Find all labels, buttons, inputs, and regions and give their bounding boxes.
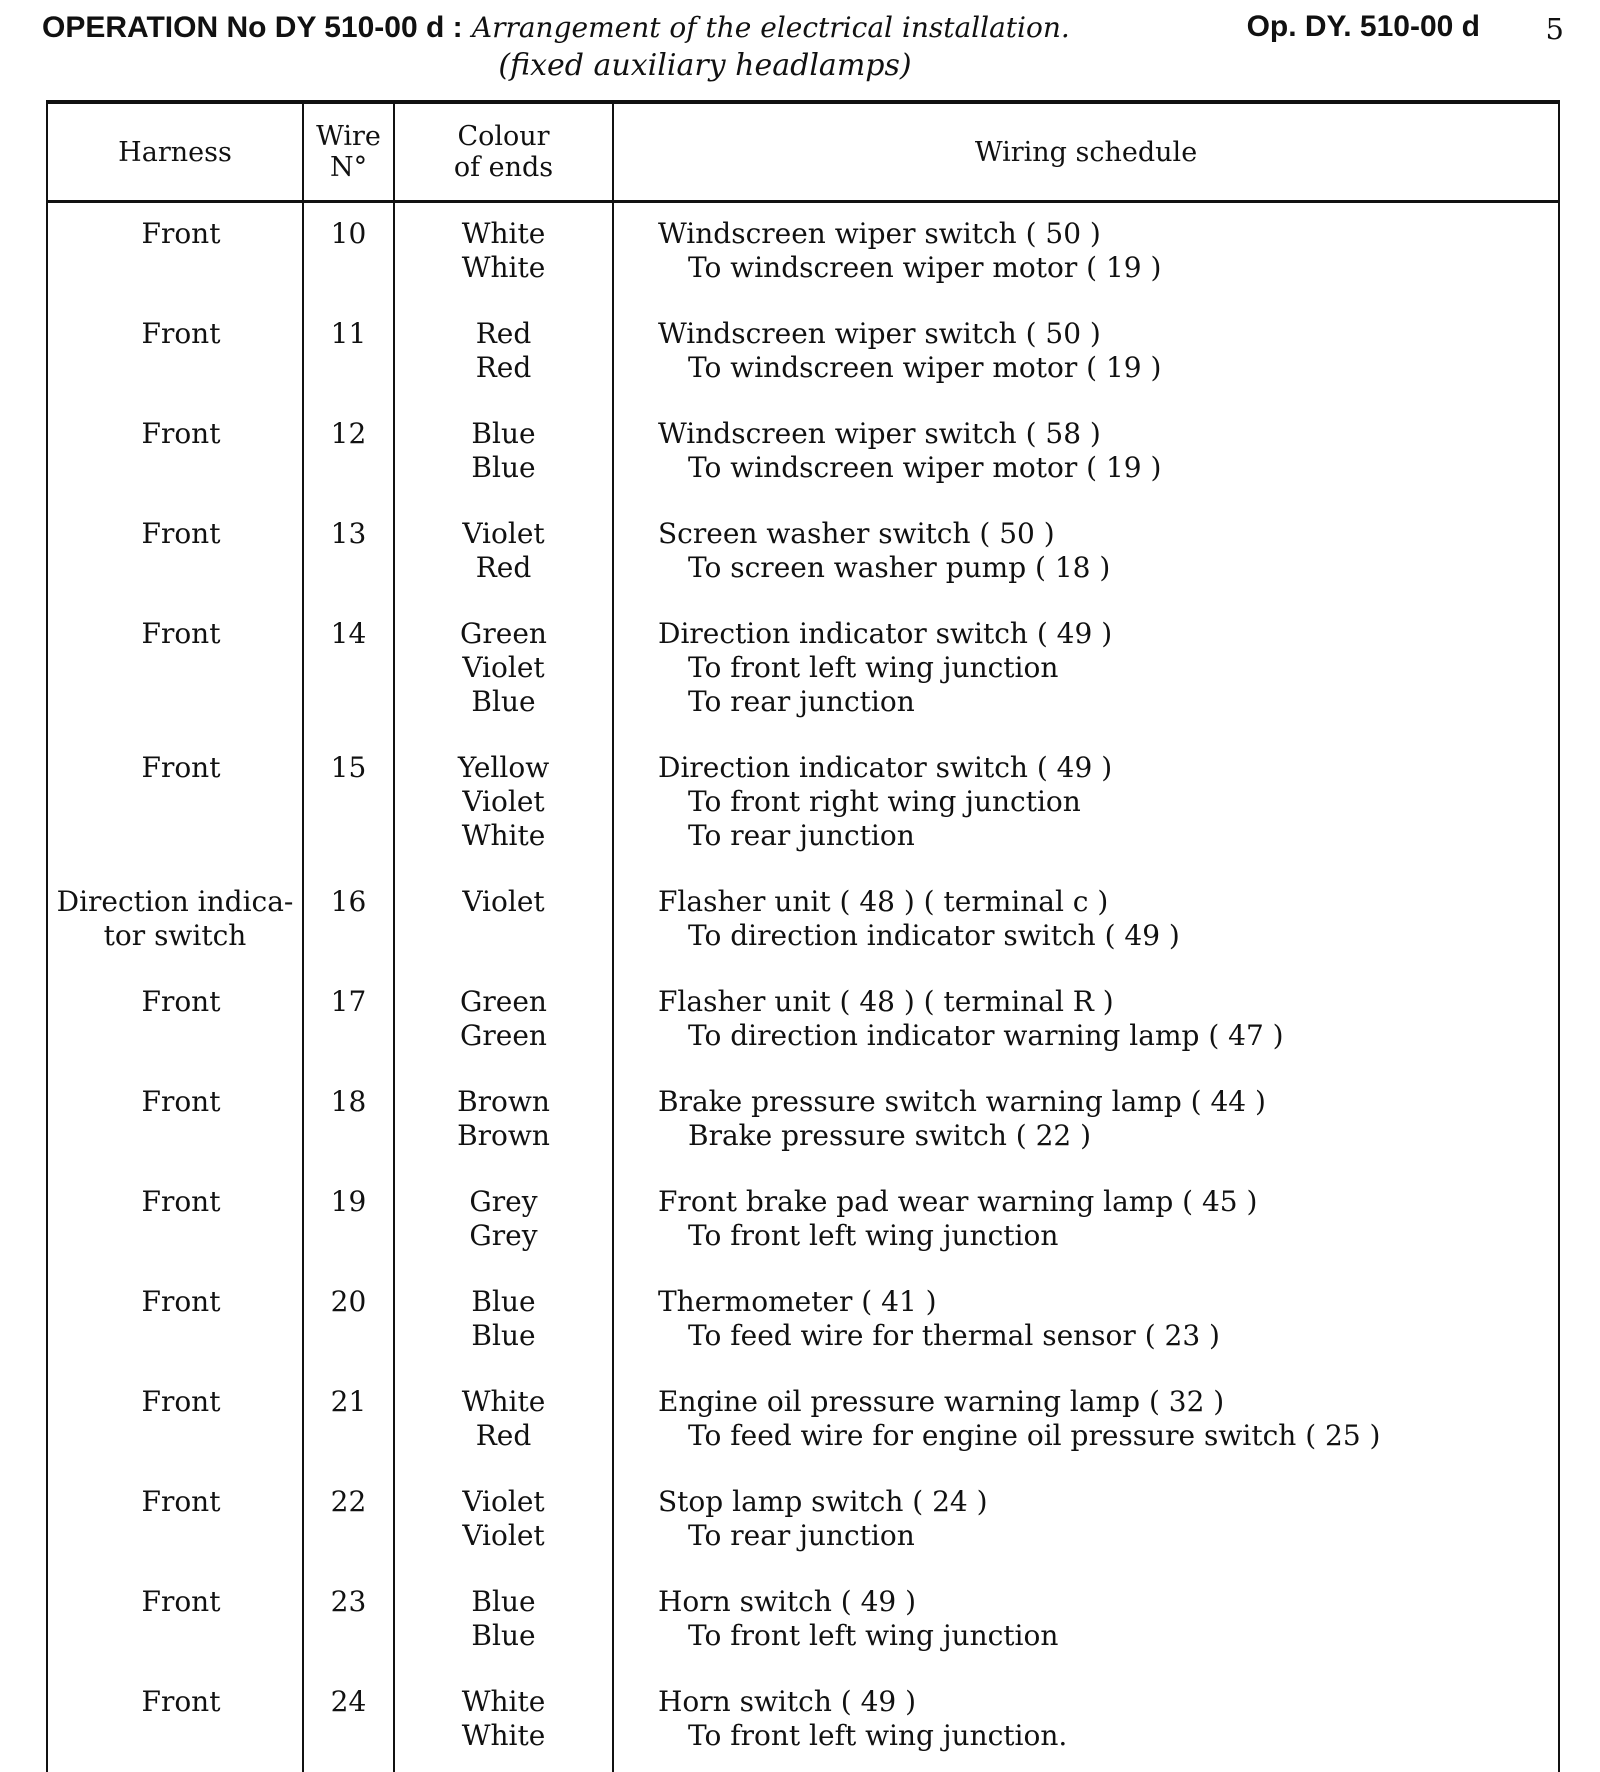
colour-end: Blue xyxy=(471,451,536,484)
wire-number-cell: 12 xyxy=(330,417,367,450)
colour-cell xyxy=(395,1485,612,1553)
wiring-schedule-cell xyxy=(658,1285,1548,1353)
harness-cell xyxy=(48,1185,302,1219)
schedule-destination: To front left wing junction xyxy=(688,1219,1059,1252)
harness-text: Front xyxy=(141,617,221,650)
colour-end: Violet xyxy=(462,785,545,818)
schedule-source: Screen washer switch ( 50 ) xyxy=(658,517,1055,550)
schedule-source: Flasher unit ( 48 ) ( terminal R ) xyxy=(658,985,1114,1018)
harness-text: Front xyxy=(141,517,221,550)
schedule-destination: To rear junction xyxy=(688,819,915,852)
colour-cell xyxy=(395,985,612,1053)
colour-end: Blue xyxy=(471,685,536,718)
wire-number-cell: 22 xyxy=(330,1485,367,1518)
column-divider-right xyxy=(1558,100,1560,1772)
schedule-source: Stop lamp switch ( 24 ) xyxy=(658,1485,988,1518)
harness-cell xyxy=(48,1585,302,1619)
wire-number-cell: 24 xyxy=(330,1685,367,1718)
wire-number-cell: 10 xyxy=(330,217,367,250)
colour-end: Grey xyxy=(469,1219,538,1252)
colour-end: Violet xyxy=(462,651,545,684)
schedule-source: Flasher unit ( 48 ) ( terminal c ) xyxy=(658,885,1109,918)
wire-number-cell: 23 xyxy=(330,1585,367,1618)
wiring-schedule-cell xyxy=(658,517,1548,585)
wiring-schedule-cell xyxy=(658,217,1548,285)
schedule-destination: Brake pressure switch ( 22 ) xyxy=(688,1119,1092,1152)
schedule-destination: To direction indicator warning lamp ( 47 ) xyxy=(688,1019,1284,1052)
harness-cell xyxy=(48,1485,302,1519)
wiring-schedule-cell xyxy=(658,317,1548,385)
schedule-source: Brake pressure switch warning lamp ( 44 ) xyxy=(658,1085,1266,1118)
wire-number-cell: 20 xyxy=(330,1285,367,1318)
colour-end: White xyxy=(461,1719,546,1752)
operation-reference: Op. DY. 510-00 d xyxy=(1246,10,1480,43)
harness-cell xyxy=(48,885,302,953)
colour-cell xyxy=(395,1285,612,1353)
column-header-wire-no: Wire N° xyxy=(316,121,381,183)
colour-end: Green xyxy=(460,985,547,1018)
harness-text: Front xyxy=(141,1485,221,1518)
column-header-wiring-schedule: Wiring schedule xyxy=(974,136,1198,168)
colour-end: Green xyxy=(460,617,547,650)
schedule-source: Horn switch ( 49 ) xyxy=(658,1685,917,1718)
colour-end: Red xyxy=(475,1419,532,1452)
colour-end: Violet xyxy=(462,1519,545,1552)
colour-end: Violet xyxy=(462,885,545,918)
wire-number-cell: 16 xyxy=(330,885,367,918)
schedule-destination: To screen washer pump ( 18 ) xyxy=(688,551,1111,584)
schedule-source: Windscreen wiper switch ( 50 ) xyxy=(658,217,1101,250)
schedule-source: Direction indicator switch ( 49 ) xyxy=(658,751,1113,784)
schedule-destination: To windscreen wiper motor ( 19 ) xyxy=(688,251,1162,284)
wiring-schedule-cell xyxy=(658,885,1548,953)
colour-cell xyxy=(395,417,612,485)
colour-cell xyxy=(395,1185,612,1253)
harness-cell xyxy=(48,1385,302,1419)
colour-end: Blue xyxy=(471,417,536,450)
harness-cell xyxy=(48,317,302,351)
schedule-destination: To feed wire for thermal sensor ( 23 ) xyxy=(688,1319,1220,1352)
colour-cell xyxy=(395,751,612,853)
wiring-schedule-cell xyxy=(658,1385,1548,1453)
harness-text: Front xyxy=(141,1385,221,1418)
colour-end: Blue xyxy=(471,1319,536,1352)
wire-number-cell: 15 xyxy=(330,751,367,784)
colour-end: Violet xyxy=(462,1485,545,1518)
column-header-harness: Harness xyxy=(118,136,232,168)
colour-end: White xyxy=(461,1385,546,1418)
harness-text: Front xyxy=(141,751,221,784)
operation-title-line xyxy=(42,10,1070,45)
schedule-destination: To windscreen wiper motor ( 19 ) xyxy=(688,351,1162,384)
harness-cell xyxy=(48,751,302,785)
wiring-schedule-cell xyxy=(658,985,1548,1053)
wire-number-cell: 11 xyxy=(330,317,367,350)
schedule-source: Windscreen wiper switch ( 58 ) xyxy=(658,417,1101,450)
operation-title: Arrangement of the electrical installation. xyxy=(471,11,1070,44)
wire-number-cell: 18 xyxy=(330,1085,367,1118)
schedule-destination: To rear junction xyxy=(688,1519,915,1552)
schedule-destination: To front right wing junction xyxy=(688,785,1081,818)
colour-cell xyxy=(395,617,612,719)
schedule-source: Horn switch ( 49 ) xyxy=(658,1585,917,1618)
schedule-source: Thermometer ( 41 ) xyxy=(658,1285,937,1318)
wire-number-cell: 21 xyxy=(330,1385,367,1418)
wiring-schedule-cell xyxy=(658,751,1548,853)
column-header-colour: Colour of ends xyxy=(453,121,554,183)
colour-end: Red xyxy=(475,551,532,584)
colour-end: Blue xyxy=(471,1585,536,1618)
wire-number-cell: 17 xyxy=(330,985,367,1018)
harness-cell xyxy=(48,217,302,251)
colour-end: Blue xyxy=(471,1619,536,1652)
wire-number-cell: 14 xyxy=(330,617,367,650)
wiring-schedule-cell xyxy=(658,1585,1548,1653)
colour-cell xyxy=(395,885,612,919)
colour-end: Yellow xyxy=(457,751,550,784)
colour-cell xyxy=(395,517,612,585)
schedule-destination: To front left wing junction. xyxy=(688,1719,1068,1752)
harness-text: Front xyxy=(141,1185,221,1218)
colour-cell xyxy=(395,317,612,385)
colour-end: White xyxy=(461,1685,546,1718)
page-number: 5 xyxy=(1545,12,1564,46)
harness-cell xyxy=(48,417,302,451)
colour-end: Red xyxy=(475,351,532,384)
schedule-destination: To front left wing junction xyxy=(688,651,1059,684)
colour-end: Blue xyxy=(471,1285,536,1318)
wiring-schedule-cell xyxy=(658,1485,1548,1553)
harness-text: tor switch xyxy=(103,919,247,952)
harness-text: Front xyxy=(141,1085,221,1118)
colour-cell xyxy=(395,1685,612,1753)
harness-text: Direction indica- xyxy=(56,885,294,918)
wire-number-cell: 13 xyxy=(330,517,367,550)
harness-cell xyxy=(48,1285,302,1319)
schedule-source: Direction indicator switch ( 49 ) xyxy=(658,617,1113,650)
colour-end: White xyxy=(461,217,546,250)
wiring-schedule-cell xyxy=(658,417,1548,485)
colour-end: White xyxy=(461,251,546,284)
harness-text: Front xyxy=(141,985,221,1018)
schedule-destination: To windscreen wiper motor ( 19 ) xyxy=(688,451,1162,484)
harness-text: Front xyxy=(141,1585,221,1618)
schedule-source: Engine oil pressure warning lamp ( 32 ) xyxy=(658,1385,1225,1418)
harness-cell xyxy=(48,617,302,651)
wiring-table xyxy=(46,100,1560,1772)
wiring-schedule-cell xyxy=(658,617,1548,719)
wiring-schedule-cell xyxy=(658,1185,1548,1253)
colour-cell xyxy=(395,1085,612,1153)
colour-end: Green xyxy=(460,1019,547,1052)
schedule-source: Windscreen wiper switch ( 50 ) xyxy=(658,317,1101,350)
schedule-destination: To direction indicator switch ( 49 ) xyxy=(688,919,1180,952)
colour-end: Violet xyxy=(462,517,545,550)
harness-text: Front xyxy=(141,217,221,250)
colour-end: Grey xyxy=(469,1185,538,1218)
colour-end: White xyxy=(461,819,546,852)
harness-cell xyxy=(48,1685,302,1719)
schedule-destination: To feed wire for engine oil pressure switch ( 25 ) xyxy=(688,1419,1381,1452)
harness-cell xyxy=(48,1085,302,1119)
harness-cell xyxy=(48,985,302,1019)
colour-end: Red xyxy=(475,317,532,350)
colour-cell xyxy=(395,1385,612,1453)
operation-code: OPERATION No DY 510-00 d : xyxy=(42,11,463,44)
harness-text: Front xyxy=(141,417,221,450)
colour-end: Brown xyxy=(457,1085,550,1118)
table-header-rule xyxy=(46,200,1560,203)
schedule-source: Front brake pad wear warning lamp ( 45 ) xyxy=(658,1185,1258,1218)
wire-number-cell: 19 xyxy=(330,1185,367,1218)
colour-end: Brown xyxy=(457,1119,550,1152)
harness-text: Front xyxy=(141,1685,221,1718)
schedule-destination: To front left wing junction xyxy=(688,1619,1059,1652)
harness-text: Front xyxy=(141,1285,221,1318)
wiring-schedule-cell xyxy=(658,1685,1548,1753)
harness-text: Front xyxy=(141,317,221,350)
colour-cell xyxy=(395,217,612,285)
schedule-destination: To rear junction xyxy=(688,685,915,718)
column-divider-colour xyxy=(612,100,614,1772)
harness-cell xyxy=(48,517,302,551)
colour-cell xyxy=(395,1585,612,1653)
operation-subtitle: (fixed auxiliary headlamps) xyxy=(498,48,912,83)
wiring-schedule-cell xyxy=(658,1085,1548,1153)
table-top-rule xyxy=(46,100,1560,104)
